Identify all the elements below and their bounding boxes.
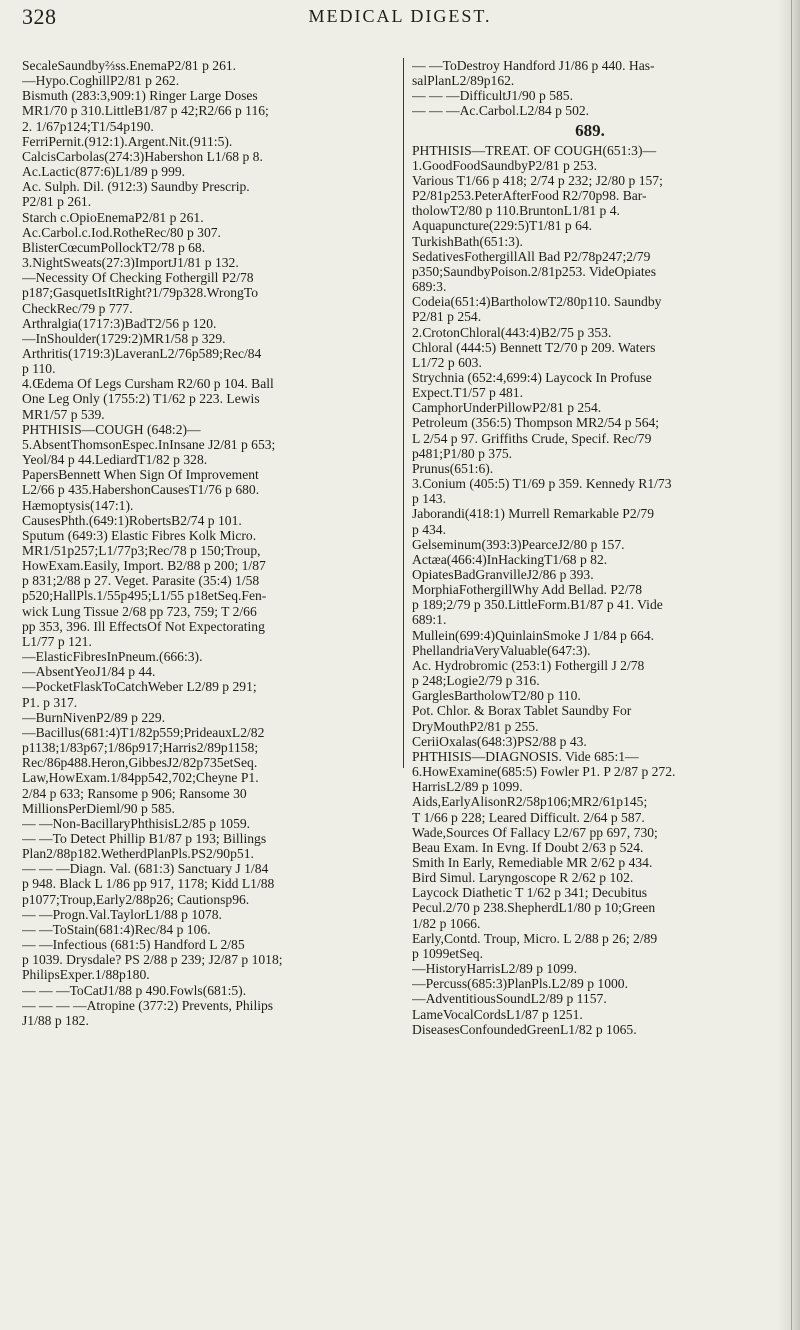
index-line: — — —Diagn. Val. (681:3) Sanctuary J 1/84 [22, 861, 269, 877]
index-line: FerriPernit.(912:1).Argent.Nit.(911:5). [22, 133, 233, 149]
index-line: MR1/51p257;L1/77p3;Rec/78 p 150;Troup, [22, 543, 261, 558]
index-line: Ac. Hydrobromic (253:1) Fothergill J 2/78 [412, 657, 645, 673]
index-line: Laycock Diathetic T 1/62 p 341; Decubitus [412, 885, 648, 901]
index-line: 6.HowExamine(685:5) Fowler P1. P 2/87 p 272. [412, 764, 676, 780]
index-line: 3.NightSweats(27:3)ImportJ1/81 p 132. [22, 255, 239, 271]
index-line: —PocketFlaskToCatchWeber L2/89 p 291; [22, 679, 257, 695]
index-line: p 1099etSeq. [412, 945, 483, 961]
index-line: HarrisL2/89 p 1099. [412, 779, 523, 795]
index-line: p 189;2/79 p 350.LittleForm.B1/87 p 41. Vide [412, 597, 663, 613]
index-line: —ElasticFibresInPneum.(666:3). [22, 649, 203, 665]
index-line: DryMouthP2/81 p 255. [412, 718, 539, 734]
index-line: Aquapuncture(229:5)T1/81 p 64. [412, 218, 593, 234]
index-line: MR1/57 p 539. [22, 406, 105, 422]
index-line: Codeia(651:4)BartholowT2/80p110. Saundby [412, 294, 662, 310]
index-line: Gelseminum(393:3)PearceJ2/80 p 157. [412, 536, 625, 552]
index-line: Bismuth (283:3,909:1) Ringer Large Doses [22, 88, 258, 104]
index-line: Chloral (444:5) Bennett T2/70 p 209. Waters [412, 339, 656, 355]
index-line: wick Lung Tissue 2/68 pp 723, 759; T 2/66 [22, 603, 257, 619]
index-line: MorphiaFothergillWhy Add Bellad. P2/78 [412, 582, 643, 598]
index-line: Ac. Sulph. Dil. (912:3) Saundby Prescrip. [22, 179, 250, 195]
index-line: Pot. Chlor. & Borax Tablet Saundby For [412, 703, 632, 719]
index-line: p481;P1/80 p 375. [412, 445, 513, 461]
index-line: GarglesBartholowT2/80 p 110. [412, 688, 581, 704]
index-line: —Bacillus(681:4)T1/82p559;PrideauxL2/82 [22, 724, 265, 740]
index-line: p187;GasquetIsItRight?1/79p328.WrongTo [22, 285, 258, 301]
index-line: Jaborandi(418:1) Murrell Remarkable P2/79 [412, 506, 654, 522]
running-head: MEDICAL DIGEST. [308, 6, 492, 26]
page-edge-shadow [778, 0, 800, 1330]
index-line: p 434. [412, 521, 446, 537]
index-line: CamphorUnderPillowP2/81 p 254. [412, 400, 602, 416]
index-line: One Leg Only (1755:2) T1/62 p 223. Lewis [22, 391, 260, 407]
index-line: SedativesFothergillAll Bad P2/78p247;2/79 [412, 248, 651, 264]
index-line: — — — —Atropine (377:2) Prevents, Philips [22, 997, 274, 1013]
index-line: p1138;1/83p67;1/86p917;Harris2/89p1158; [22, 740, 259, 756]
index-line: Various T1/66 p 418; 2/74 p 232; J2/80 p 157; [412, 172, 663, 188]
index-line: P2/81 p 254. [412, 309, 482, 325]
index-line: 689:1. [412, 612, 447, 628]
index-line: —HistoryHarrisL2/89 p 1099. [412, 961, 577, 977]
index-line: p 948. Black L 1/86 pp 917, 1178; Kidd L1/88 [22, 876, 275, 892]
index-line: Strychnia (652:4,699:4) Laycock In Profuse [412, 369, 652, 385]
index-line: OpiatesBadGranvilleJ2/86 p 393. [412, 567, 594, 582]
index-line: —BurnNivenP2/89 p 229. [22, 709, 166, 725]
right-column-entries [412, 143, 768, 1037]
index-line: — —ToDestroy Handford J1/86 p 440. Has- [412, 58, 655, 73]
index-line: CalcisCarbolas(274:3)Habershon L1/68 p 8. [22, 148, 263, 164]
index-line: —InShoulder(1729:2)MR1/58 p 329. [22, 330, 226, 346]
index-line: MR1/70 p 310.LittleB1/87 p 42;R2/66 p 116; [22, 103, 269, 119]
page-edge-line [791, 0, 792, 1330]
index-line: HowExam.Easily, Import. B2/88 p 200; 1/87 [22, 558, 266, 574]
index-line: p 831;2/88 p 27. Veget. Parasite (35:4) 1/58 [22, 573, 260, 589]
index-line: —AdventitiousSoundL2/89 p 1157. [412, 991, 607, 1007]
index-line: PHTHISIS—TREAT. OF COUGH(651:3)— [412, 142, 657, 158]
index-line: Expect.T1/57 p 481. [412, 385, 523, 401]
index-line: Ac.Carbol.c.Iod.RotheRec/80 p 307. [22, 224, 221, 240]
index-line: Yeol/84 p 44.LediardT1/82 p 328. [22, 452, 208, 468]
index-line: —AbsentYeoJ1/84 p 44. [22, 664, 156, 680]
index-line: — —Progn.Val.TaylorL1/88 p 1078. [22, 906, 222, 922]
index-line: P2/81 p 261. [22, 194, 92, 210]
index-line: TurkishBath(651:3). [412, 233, 523, 249]
index-line: Pecul.2/70 p 238.ShepherdL1/80 p 10;Green [412, 900, 656, 916]
index-line: CheckRec/79 p 777. [22, 300, 133, 316]
index-line: SecaleSaundby⅔ss.EnemaP2/81 p 261. [22, 58, 237, 73]
index-line: Ac.Lactic(877:6)L1/89 p 999. [22, 164, 186, 180]
index-line: Hæmoptysis(147:1). [22, 497, 134, 513]
index-line: 2. 1/67p124;T1/54p190. [22, 118, 154, 134]
index-line: Beau Exam. In Evng. If Doubt 2/63 p 524. [412, 839, 644, 855]
index-line: 2/84 p 633; Ransome p 906; Ransome 30 [22, 785, 247, 801]
index-line: P1. p 317. [22, 694, 78, 710]
index-line: L2/66 p 435.HabershonCausesT1/76 p 680. [22, 482, 260, 498]
index-line: p 110. [22, 361, 56, 377]
index-line: Sputum (649:3) Elastic Fibres Kolk Micro. [22, 527, 257, 543]
index-line: T 1/66 p 228; Leared Difficult. 2/64 p 587. [412, 809, 645, 825]
index-line: salPlanL2/89p162. [412, 73, 515, 89]
index-line: PapersBennett When Sign Of Improvement [22, 467, 259, 483]
index-line: —Percuss(685:3)PlanPls.L2/89 p 1000. [412, 976, 628, 992]
index-line: —Hypo.CoghillP2/81 p 262. [22, 73, 180, 89]
index-line: Mullein(699:4)QuinlainSmoke J 1/84 p 664. [412, 627, 655, 643]
index-line: Law,HowExam.1/84pp542,702;Cheyne P1. [22, 770, 259, 786]
index-line: DiseasesConfoundedGreenL1/82 p 1065. [412, 1021, 637, 1037]
index-line: — —Infectious (681:5) Handford L 2/85 [22, 937, 245, 953]
index-line: Wade,Sources Of Fallacy L2/67 pp 697, 730; [412, 824, 658, 840]
index-line: p1077;Troup,Early2/88p26; Cautionsp96. [22, 891, 250, 907]
index-line: Petroleum (356:5) Thompson MR2/54 p 564; [412, 415, 660, 431]
index-line: BlisterCœcumPollockT2/78 p 68. [22, 239, 206, 255]
index-line: p350;SaundbyPoison.2/81p253. VideOpiates [412, 263, 656, 279]
index-line: Plan2/88p182.WetherdPlanPls.PS2/90p51. [22, 846, 254, 862]
index-line: Arthralgia(1717:3)BadT2/56 p 120. [22, 315, 217, 331]
left-column [22, 58, 400, 1028]
index-line: — —Non-BacillaryPhthisisL2/85 p 1059. [22, 815, 251, 831]
index-line: p 1039. Drysdale? PS 2/88 p 239; J2/87 p 1018; [22, 952, 283, 968]
index-line: CeriiOxalas(648:3)PS2/88 p 43. [412, 733, 587, 749]
index-line: PHTHISIS—COUGH (648:2)— [22, 421, 201, 437]
index-line: Aids,EarlyAlisonR2/58p106;MR2/61p145; [412, 794, 648, 810]
index-line: p 143. [412, 491, 446, 507]
index-line: —Necessity Of Checking Fothergill P2/78 [22, 270, 254, 286]
index-line: PhellandriaVeryValuable(647:3). [412, 642, 591, 658]
index-line: P2/81p253.PeterAfterFood R2/70p98. Bar- [412, 188, 647, 204]
index-line: L 2/54 p 97. Griffiths Crude, Specif. Rec/79 [412, 430, 652, 446]
index-line: 689:3. [412, 279, 447, 295]
index-line: 1.GoodFoodSaundbyP2/81 p 253. [412, 157, 598, 173]
index-line: — —To Detect Phillip B1/87 p 193; Billings [22, 830, 267, 846]
index-line: — —ToStain(681:4)Rec/84 p 106. [22, 921, 211, 937]
index-line: CausesPhth.(649:1)RobertsB2/74 p 101. [22, 512, 242, 528]
right-column [412, 58, 768, 1037]
right-column-continuation [412, 58, 768, 119]
index-line: 5.AbsentThomsonEspec.InInsane J2/81 p 653; [22, 436, 276, 452]
index-line: PHTHISIS—DIAGNOSIS. Vide 685:1— [412, 748, 639, 764]
index-line: 2.CrotonChloral(443:4)B2/75 p 353. [412, 324, 612, 340]
index-line: J1/88 p 182. [22, 1012, 89, 1028]
index-line: LameVocalCordsL1/87 p 1251. [412, 1006, 583, 1022]
index-line: Prunus(651:6). [412, 460, 494, 476]
index-line: pp 353, 396. Ill EffectsOf Not Expectorating [22, 618, 265, 634]
index-line: — — —DifficultJ1/90 p 585. [412, 88, 573, 104]
index-line: L1/72 p 603. [412, 354, 482, 370]
column-divider [403, 58, 404, 768]
index-line: Actæa(466:4)InHackingT1/68 p 82. [412, 551, 608, 567]
index-line: tholowT2/80 p 110.BruntonL1/81 p 4. [412, 203, 620, 219]
page-number: 328 [22, 4, 57, 29]
index-line: 3.Conium (405:5) T1/69 p 359. Kennedy R1/73 [412, 476, 672, 492]
index-line: Rec/86p488.Heron,GibbesJ2/82p735etSeq. [22, 755, 258, 771]
index-line: p520;HallPls.1/55p495;L1/55 p18etSeq.Fen- [22, 588, 267, 604]
index-line: — — —ToCatJ1/88 p 490.Fowls(681:5). [22, 982, 247, 998]
index-line: Early,Contd. Troup, Micro. L 2/88 p 26; 2/89 [412, 930, 658, 946]
index-line: PhilipsExper.1/88p180. [22, 967, 150, 983]
index-line: Bird Simul. Laryngoscope R 2/62 p 102. [412, 870, 634, 886]
index-line: L1/77 p 121. [22, 633, 92, 649]
index-line: Smith In Early, Remediable MR 2/62 p 434. [412, 854, 653, 870]
index-line: 1/82 p 1066. [412, 915, 481, 931]
index-line: Arthritis(1719:3)LaveranL2/76p589;Rec/84 [22, 345, 262, 361]
index-line: p 248;Logie2/79 p 316. [412, 673, 540, 689]
index-line: — — —Ac.Carbol.L2/84 p 502. [412, 103, 590, 119]
index-line: Starch c.OpioEnemaP2/81 p 261. [22, 209, 204, 225]
index-line: 4.Œdema Of Legs Cursham R2/60 p 104. Ball [22, 376, 274, 392]
index-line: MillionsPerDieml/90 p 585. [22, 800, 175, 816]
entry-number: 689. [575, 120, 605, 140]
